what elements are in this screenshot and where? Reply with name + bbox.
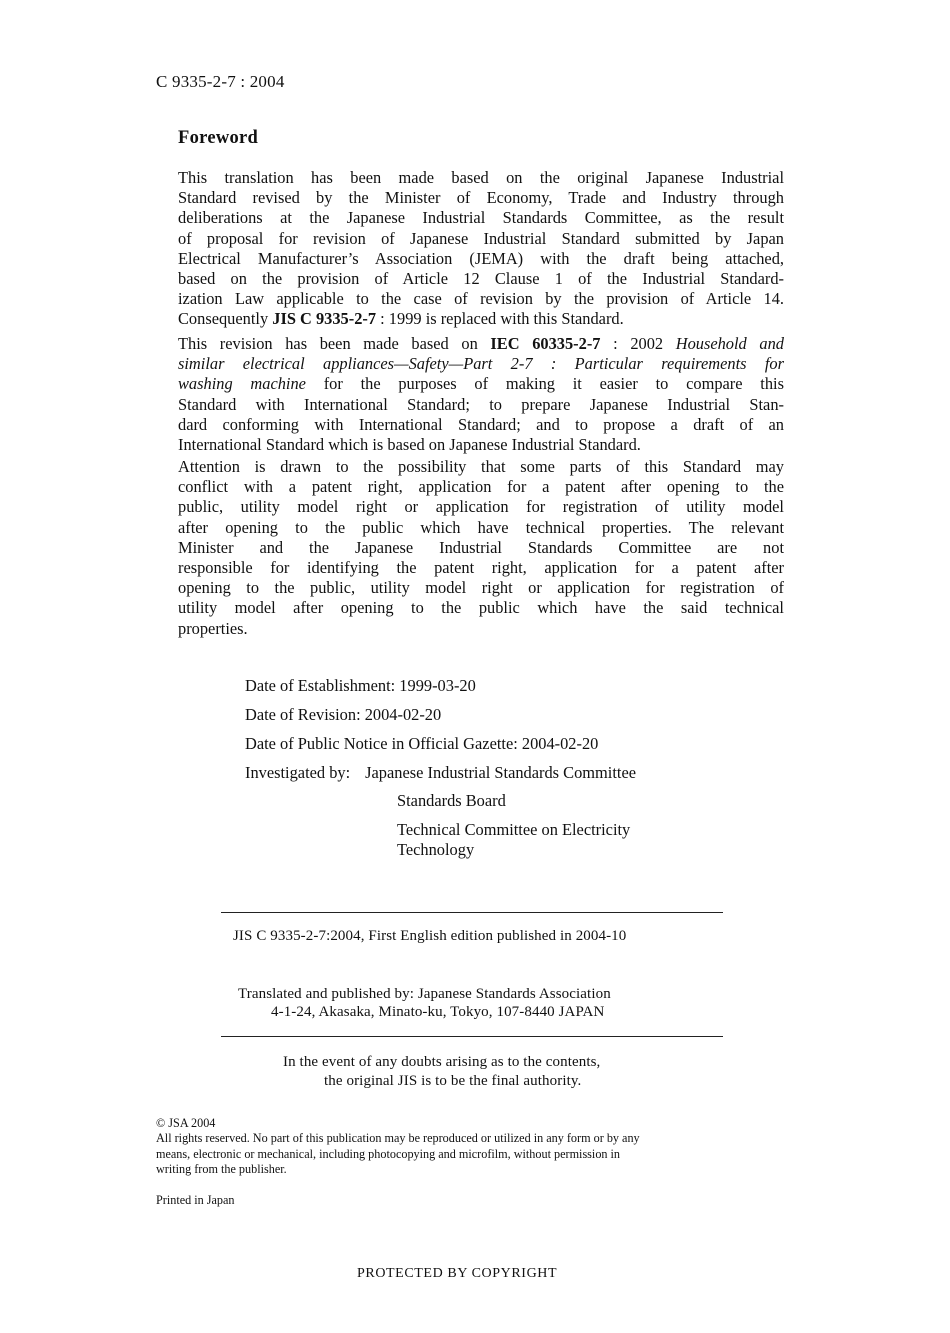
authority-note: the original JIS is to be the final authority.: [324, 1073, 582, 1089]
text-run: : 1999 is replaced with this Standard.: [376, 309, 624, 329]
text-line: Minister and the Japanese Industrial Standards Committee are not: [178, 537, 784, 557]
investigated-body: Standards Board: [397, 791, 506, 810]
text-line: based on the provision of Article 12 Clause 1 of the Industrial Standard-: [178, 269, 784, 289]
text-line: This translation has been made based on the original Japanese Industrial: [178, 168, 784, 187]
text-line: deliberations at the Japanese Industrial Standards Committee, as the result: [178, 208, 784, 228]
iec-title-italic: similar electrical appliances—Safety—Part 2-7 : Particular requirements for: [178, 354, 784, 374]
text-line: writing from the publisher.: [156, 1162, 287, 1176]
date-of-revision: Date of Revision: 2004-02-20: [245, 705, 442, 724]
copyright-notice: © JSA 2004: [156, 1116, 216, 1130]
text-run: : 2002: [600, 334, 676, 353]
investigated-body: Technical Committee on Electricity: [397, 820, 631, 839]
divider: [221, 1036, 723, 1037]
text-line: means, electronic or mechanical, including photocopying and microfilm, without permission in: [156, 1146, 621, 1161]
text-line: Electrical Manufacturer’s Association (JEMA) with the draft being attached,: [178, 248, 784, 268]
text-line: International Standard which is based on Japanese Industrial Standard.: [178, 435, 641, 455]
rights-reserved-notice: [156, 1131, 784, 1178]
text-line: conflict with a patent right, application for a patent after opening to the: [178, 477, 784, 497]
authority-note: In the event of any doubts arising as to the contents,: [283, 1054, 601, 1070]
iec-standard-ref: IEC 60335-2-7: [490, 334, 601, 353]
text-line: Standard with International Standard; to prepare Japanese Industrial Stan-: [178, 394, 784, 414]
foreword-paragraph-2: [178, 334, 784, 455]
date-of-public-notice: Date of Public Notice in Official Gazette: 2004-02-20: [245, 734, 599, 753]
text-line: [178, 309, 784, 329]
publisher-address: 4-1-24, Akasaka, Minato-ku, Tokyo, 107-8440 JAPAN: [271, 1004, 605, 1020]
divider: [221, 912, 723, 913]
investigated-label: Investigated by:: [245, 763, 351, 782]
text-line: opening to the public, utility model right or application for registration of: [178, 578, 784, 598]
text-run: Consequently: [178, 309, 273, 329]
text-run: This revision has been made based on: [178, 334, 491, 353]
text-line: dard conforming with International Standard; and to propose a draft of an: [178, 414, 784, 434]
text-line: ization Law applicable to the case of revision by the provision of Article 14.: [178, 289, 784, 309]
printed-in: Printed in Japan: [156, 1193, 235, 1207]
text-line: properties.: [178, 618, 248, 638]
text-line: responsible for identifying the patent right, application for a patent after: [178, 558, 784, 578]
date-of-establishment: Date of Establishment: 1999-03-20: [245, 676, 476, 695]
text-line: public, utility model right or application for registration of utility model: [178, 497, 784, 517]
iec-title-italic: Household and: [675, 334, 784, 353]
foreword-paragraph-3: [178, 457, 784, 639]
investigated-by: [245, 763, 636, 783]
text-line: [178, 334, 784, 354]
text-line: Attention is drawn to the possibility that some parts of this Standard may: [178, 457, 784, 476]
text-line: [178, 374, 784, 394]
document-code: C 9335-2-7 : 2004: [156, 72, 285, 91]
edition-statement: JIS C 9335-2-7:2004, First English edition published in 2004-10: [233, 928, 627, 944]
publisher-statement: Translated and published by: Japanese Standards Association: [238, 986, 611, 1002]
text-line: utility model after opening to the public which have the said technical: [178, 598, 784, 618]
investigated-body: Technology: [397, 840, 475, 859]
text-line: of proposal for revision of Japanese Industrial Standard submitted by Japan: [178, 228, 784, 248]
foreword-heading: Foreword: [178, 128, 259, 148]
protected-by-copyright-footer: PROTECTED BY COPYRIGHT: [357, 1266, 558, 1281]
replaced-standard-ref: JIS C 9335-2-7: [272, 309, 377, 329]
text-line: Standard revised by the Minister of Economy, Trade and Industry through: [178, 188, 784, 208]
iec-title-italic: washing machine: [178, 374, 306, 394]
text-line: after opening to the public which have technical properties. The relevant: [178, 517, 784, 537]
text-line: All rights reserved. No part of this publication may be reproduced or utilized in any form or by any: [156, 1131, 640, 1145]
investigated-body: Japanese Industrial Standards Committee: [365, 763, 636, 782]
foreword-paragraph-1: [178, 168, 784, 330]
text-run: for the purposes of making it easier to compare this: [305, 374, 784, 394]
text-line: [178, 354, 784, 374]
